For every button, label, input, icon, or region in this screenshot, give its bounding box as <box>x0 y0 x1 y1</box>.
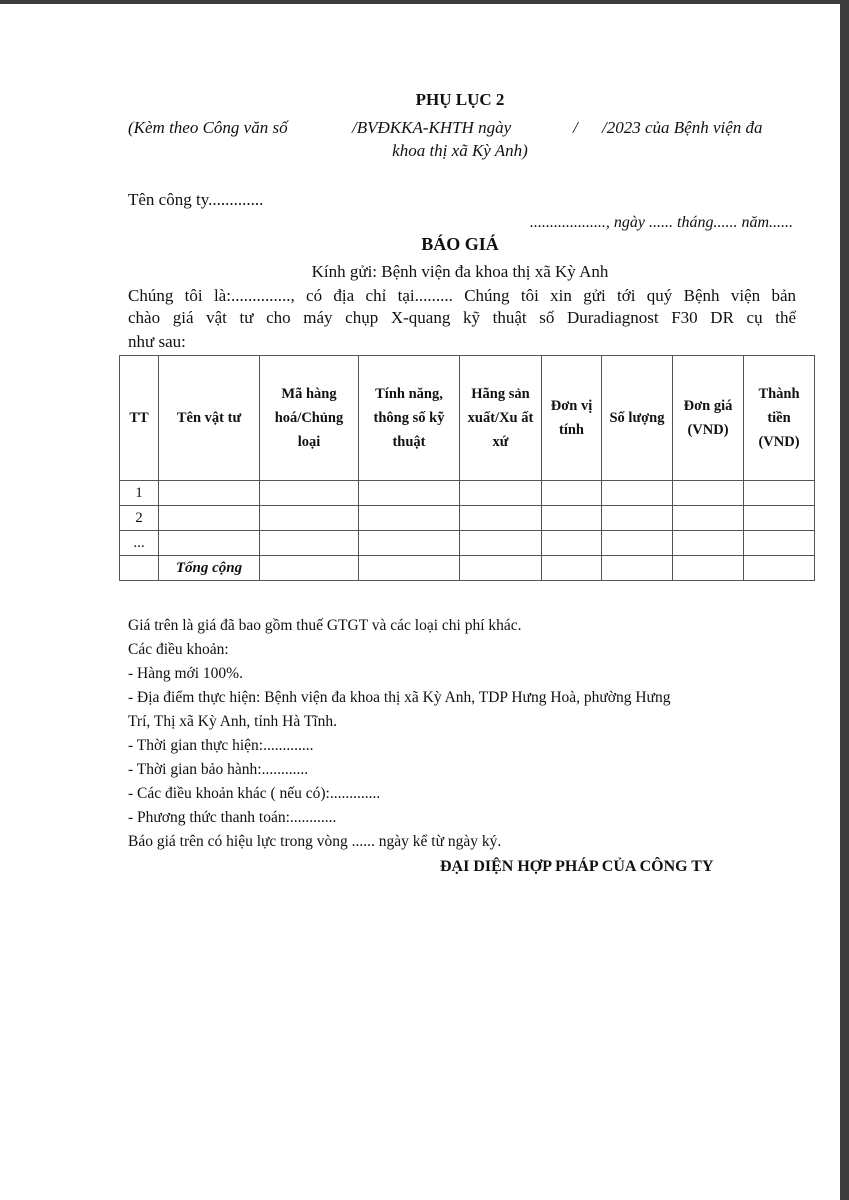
col-header-quantity: Số lượng <box>602 356 673 481</box>
table-cell <box>260 506 359 531</box>
table-cell <box>744 481 815 506</box>
table-cell <box>260 481 359 506</box>
row-number: ... <box>120 531 159 556</box>
table-cell <box>260 531 359 556</box>
table-cell <box>359 481 460 506</box>
table-cell <box>460 531 542 556</box>
appendix-title: PHỤ LỤC 2 <box>415 90 505 109</box>
table-cell <box>744 531 815 556</box>
company-name-line: Tên công ty............. <box>128 190 264 209</box>
row-number: 1 <box>120 481 159 506</box>
note-line: - Thời gian bảo hành:............ <box>128 761 309 778</box>
table-cell <box>159 506 260 531</box>
terms-notes <box>128 614 808 854</box>
table-cell <box>159 481 260 506</box>
table-row <box>120 531 815 556</box>
col-header-item-name: Tên vật tư <box>159 356 260 481</box>
table-cell <box>359 556 460 581</box>
table-cell <box>602 531 673 556</box>
note-line: - Địa điểm thực hiện: Bệnh viện đa khoa thị xã Kỳ Anh, TDP Hưng Hoà, phường Hưng <box>128 689 671 706</box>
appendix-sub-c: / <box>573 118 578 137</box>
col-header-item-code: Mã hàng hoá/Chủng loại <box>260 356 359 481</box>
table-cell <box>460 506 542 531</box>
appendix-subtitle-line2: khoa thị xã Kỳ Anh) <box>392 141 528 160</box>
table-header-row <box>120 356 815 481</box>
table-cell <box>602 506 673 531</box>
total-label: Tổng cộng <box>159 556 260 581</box>
note-line: Các điều khoản: <box>128 641 229 658</box>
table-cell <box>159 531 260 556</box>
table-cell <box>744 506 815 531</box>
table-row <box>120 506 815 531</box>
quote-title: BÁO GIÁ <box>421 234 499 254</box>
note-line: Báo giá trên có hiệu lực trong vòng ...... ngày kể từ ngày ký. <box>128 833 502 850</box>
table-row <box>120 481 815 506</box>
col-header-manufacturer-origin: Hãng sản xuất/Xu ất xứ <box>460 356 542 481</box>
recipient-line: Kính gửi: Bệnh viện đa khoa thị xã Kỳ Anh <box>311 262 609 281</box>
table-cell <box>602 556 673 581</box>
col-header-specifications: Tính năng, thông số kỹ thuật <box>359 356 460 481</box>
table-cell <box>542 556 602 581</box>
table-cell <box>460 556 542 581</box>
table-cell <box>673 481 744 506</box>
intro-line-1: Chúng tôi là:.............., có địa chỉ tại......... Chúng tôi xin gửi tới quý Bệnh viện bản <box>128 286 796 305</box>
note-line: - Hàng mới 100%. <box>128 665 243 682</box>
table-cell <box>120 556 159 581</box>
col-header-total: Thành tiền (VND) <box>744 356 815 481</box>
date-line: ..................., ngày ...... tháng...... năm...... <box>529 214 793 231</box>
note-line: - Thời gian thực hiện:............. <box>128 737 314 754</box>
appendix-sub-d: /2023 của Bệnh viện đa <box>602 118 763 137</box>
table-cell <box>359 531 460 556</box>
table-cell <box>460 481 542 506</box>
table-cell <box>673 506 744 531</box>
appendix-sub-a: (Kèm theo Công văn số <box>128 118 288 137</box>
appendix-sub-b: /BVĐKKA-KHTH ngày <box>352 118 512 137</box>
table-cell <box>542 506 602 531</box>
note-line: - Các điều khoản khác ( nếu có):............. <box>128 785 381 802</box>
table-cell <box>744 556 815 581</box>
table-cell <box>260 556 359 581</box>
col-header-unit: Đơn vị tính <box>542 356 602 481</box>
table-cell <box>602 481 673 506</box>
table-cell <box>542 531 602 556</box>
col-header-unit-price: Đơn giá (VND) <box>673 356 744 481</box>
row-number: 2 <box>120 506 159 531</box>
note-line: - Phương thức thanh toán:............ <box>128 809 337 826</box>
document-page <box>0 4 840 1200</box>
quote-table <box>119 355 815 581</box>
table-cell <box>359 506 460 531</box>
legal-representative-signature: ĐẠI DIỆN HỢP PHÁP CỦA CÔNG TY <box>440 858 714 875</box>
intro-line-2: chào giá vật tư cho máy chụp X-quang kỹ thuật số Duradiagnost F30 DR cụ thể <box>128 308 796 327</box>
table-cell <box>542 481 602 506</box>
intro-line-3: như sau: <box>128 332 186 351</box>
table-cell <box>673 531 744 556</box>
table-total-row <box>120 556 815 581</box>
col-header-tt: TT <box>120 356 159 481</box>
note-line: Giá trên là giá đã bao gồm thuế GTGT và các loại chi phí khác. <box>128 617 522 634</box>
table-cell <box>673 556 744 581</box>
note-line: Trí, Thị xã Kỳ Anh, tỉnh Hà Tĩnh. <box>128 713 337 730</box>
